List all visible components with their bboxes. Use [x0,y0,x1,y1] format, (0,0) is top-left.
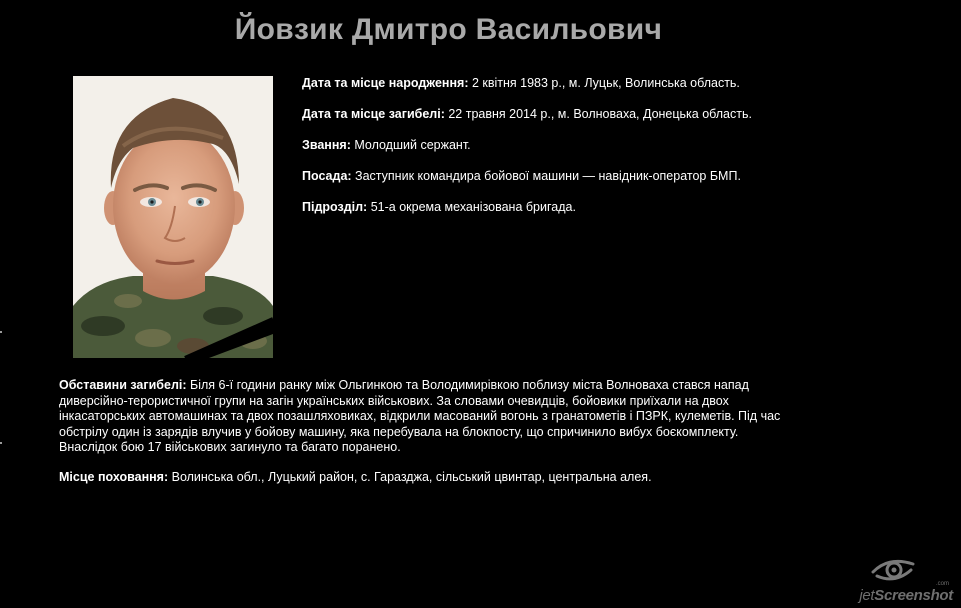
unit-fact [302,200,942,215]
watermark [841,554,953,604]
watermark-brand: Screenshot [874,587,953,604]
eye-swirl-icon [869,554,917,584]
circumstances-line: диверсійно-терористичної групи на загін українських військових. За словами очевидців, бойовики приїхали на двох [59,393,729,408]
page-title: Йовзик Дмитро Васильович [234,13,663,46]
watermark-domain: .com [935,581,949,587]
rank-value: Молодший сержант. [354,138,471,152]
portrait-photo [73,76,273,358]
rank-label: Звання: [302,138,351,152]
edge-marker [0,331,2,333]
burial-value: Волинська обл., Луцький район, с. Гаразджа, сільський цвинтар, центральна алея. [171,470,652,484]
watermark-text [859,587,953,604]
circumstances-line: Внаслідок бою 17 військових загинуло та багато поранено. [59,440,401,454]
watermark-prefix: jet [859,587,875,604]
position-value: Заступник командира бойової машини — навідник-оператор БМП. [355,169,741,183]
unit-value: 51-а окрема механізована бригада. [370,200,576,214]
rank-fact [302,138,942,153]
burial-label: Місце поховання: [59,470,169,484]
unit-label: Підрозділ: [302,200,368,214]
edge-marker [0,442,2,444]
position-label: Посада: [302,169,352,183]
burial-paragraph [59,470,839,486]
facts-list [302,76,942,231]
death-label: Дата та місце загибелі: [302,107,445,121]
circumstances-paragraph [59,378,839,456]
birth-label: Дата та місце народження: [302,76,469,90]
birth-value: 2 квітня 1983 р., м. Луцьк, Волинська область. [471,76,740,90]
circumstances-label: Обставини загибелі: [59,378,187,392]
death-value: 22 травня 2014 р., м. Волноваха, Донецька область. [448,107,752,121]
circumstances-line: інкасаторських автомашинах та двох позашляховиках, відкрили масований вогонь з гранатометів і ПЗРК, кулеметів. Під час [59,409,781,423]
position-fact [302,169,942,184]
circumstances-line: Біля 6-ї години ранку між Ольгинкою та Володимирівкою поблизу міста Волноваха стався напад [190,378,749,392]
death-fact [302,107,942,122]
circumstances-line: обстрілу один із зарядів влучив у бойову машину, яка перебувала на блокпосту, що спричинило вибух боєкомплекту. [59,424,739,439]
birth-fact [302,76,942,91]
